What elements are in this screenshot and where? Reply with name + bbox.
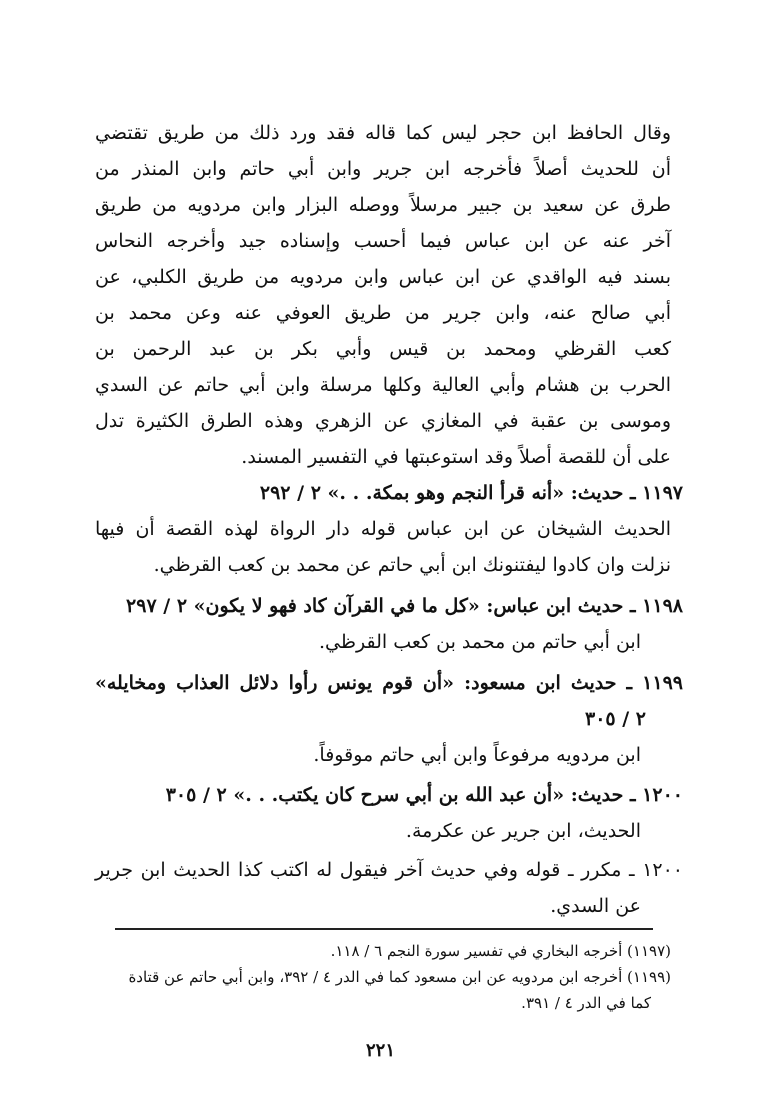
entry-1198-text: ابن أبي حاتم من محمد بن كعب القرظي.	[319, 631, 641, 653]
body-line: الحرب بن هشام وأبي العالية وكلها مرسلة وابن أبي حاتم عن السدي	[95, 374, 671, 396]
body-line: وقال الحافظ ابن حجر ليس كما قاله فقد ورد ذلك من طريق تقتضي	[95, 122, 671, 144]
entry-1197-header: ١١٩٧ ـ حديث: «أنه قرأ النجم وهو بمكة. . .» ٢ / ٢٩٢	[259, 482, 683, 504]
entry-1199-ref: ٢ / ٣٠٥	[584, 708, 646, 730]
footnote-separator	[115, 928, 653, 930]
page-number: ٢٢١	[365, 1040, 395, 1061]
body-line: آخر عنه عن ابن عباس فيما أحسب وإسناده جيد وأخرجه النحاس	[95, 230, 671, 252]
body-line: على أن للقصة أصلاً وقد استوعبتها في التفسير المسند.	[241, 446, 671, 468]
entry-1200-header: ١٢٠٠ ـ حديث: «أن عبد الله بن أبي سرح كان يكتب. . .» ٢ / ٣٠٥	[165, 784, 683, 806]
body-line: وموسى بن عقبة في المغازي عن الزهري وهذه الطرق الكثيرة تدل	[95, 410, 671, 432]
body-line: كعب القرظي ومحمد بن قيس وأبي بكر بن عبد الرحمن بن	[95, 338, 671, 360]
entry-1199-text: ابن مردويه مرفوعاً وابن أبي حاتم موقوفاً.	[313, 744, 641, 766]
body-line: أن للحديث أصلاً فأخرجه ابن جرير وابن أبي حاتم وابن المنذر من	[95, 158, 671, 180]
entry-1199-header: ١١٩٩ ـ حديث ابن مسعود: «أن قوم يونس رأوا دلائل العذاب ومخايله»	[95, 672, 683, 694]
body-line: بسند فيه الواقدي عن ابن عباس وابن مردويه من طريق الكلبي، عن	[95, 266, 671, 288]
entry-1198-header: ١١٩٨ ـ حديث ابن عباس: «كل ما في القرآن كاد فهو لا يكون» ٢ / ٢٩٧	[126, 595, 683, 617]
entry-1197-text: الحديث الشيخان عن ابن عباس قوله دار الرواة لهذه القصة أن فيها	[95, 518, 671, 540]
footnote-1199: (١١٩٩) أخرجه ابن مردويه عن ابن مسعود كما في الدر ٤ / ٣٩٢، وابن أبي حاتم عن قتادة	[128, 968, 671, 986]
entry-1197-text: نزلت وان كادوا ليفتنونك ابن أبي حاتم عن محمد بن كعب القرظي.	[153, 554, 671, 576]
entry-1200-text: الحديث، ابن جرير عن عكرمة.	[405, 820, 641, 842]
body-line: طرق عن سعيد بن جبير مرسلاً ووصله البزار وابن مردويه من طريق	[95, 194, 671, 216]
footnote-1199-cont: كما في الدر ٤ / ٣٩١.	[521, 994, 651, 1012]
body-line: أبي صالح عنه، وابن جرير من طريق العوفي عنه وعن محمد بن	[95, 302, 671, 324]
entry-1200-repeat-text: ١٢٠٠ ـ مكرر ـ قوله وفي حديث آخر فيقول له اكتب كذا الحديث ابن جرير	[95, 859, 684, 881]
footnote-1197: (١١٩٧) أخرجه البخاري في تفسير سورة النجم ٦ / ١١٨.	[330, 942, 671, 960]
entry-1200-repeat-text: عن السدي.	[550, 895, 641, 917]
